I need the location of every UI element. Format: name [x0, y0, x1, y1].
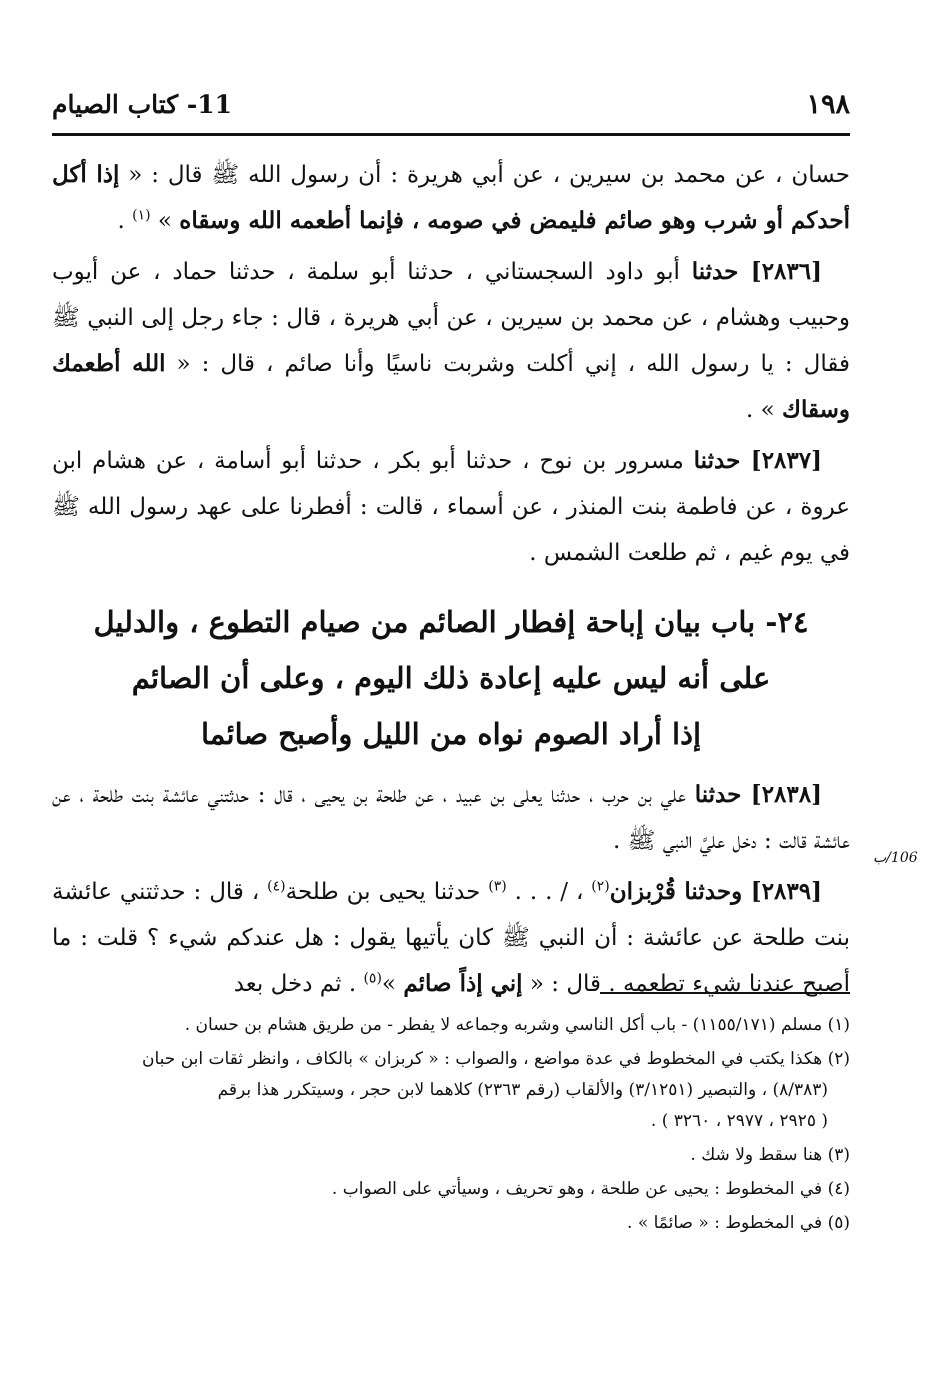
footnote-ref-5: (٥)	[363, 970, 382, 987]
footnote-5: (٥) في المخطوط : « صائمًا » .	[627, 1213, 850, 1233]
text-run: مسرور بن نوح ، حدثنا أبو بكر ، حدثنا أبو أسامة ، عن هشام ابن عروة ، عن فاطمة بنت المنذر ، عن أسماء ، قالت : أفطرنا على عهد رسول الله ﷺ في يوم غيم ، ثم طلعت الشمس .	[52, 448, 850, 566]
paragraph-continuation	[52, 152, 850, 244]
running-header	[52, 88, 850, 128]
running-title: 11- كتاب الصيام	[52, 90, 233, 119]
footnotes	[52, 1010, 850, 1242]
header-rule	[52, 133, 850, 136]
footnote-ref-4: (٤)	[267, 878, 286, 895]
hadith-2836	[52, 249, 850, 433]
hadith-number: [٢٨٣٧]	[740, 447, 822, 474]
text-run: . ثم دخل بعد	[233, 971, 364, 997]
text-run: علي بن حرب ، حدثنا يعلى بن عبيد ، عن طلحة بن يحيى ، قال : حدثتني عائشة بنت طلحة ، عن عائشة قالت : دخل عليَّ النبي ﷺ .	[52, 782, 850, 854]
footnote-ref-2: (٢)	[591, 878, 610, 895]
isnad-keyword: حدثنا	[693, 447, 741, 474]
footnote-ref-1: (١)	[132, 207, 151, 224]
footnote-2-line: (٢) هكذا يكتب في المخطوط في عدة مواضع ، والصواب : « كربزان » بالكاف ، وانظر ثقات ابن حبان	[142, 1049, 850, 1069]
hadith-number: [٢٨٣٦]	[738, 258, 823, 285]
chapter-heading	[52, 594, 850, 762]
text-run: »	[381, 971, 404, 997]
text-run: ، قال : حدثتني عائشة بنت طلحة عن عائشة : أن النبي ﷺ كان يأتيها يقول : هل عندكم شيء ؟ قلت : ما أصبح عندنا شيء تطعمه . قال : «	[52, 879, 850, 997]
footnote-3: (٣) هنا سقط ولا شك .	[690, 1145, 850, 1165]
hadith-2837	[52, 438, 850, 576]
body-text	[52, 152, 850, 1012]
hadith-2839	[52, 869, 850, 1007]
footnote-2-line: ( ٢٩٢٥ ، ٢٩٧٧ ، ٣٢٦٠ ) .	[650, 1111, 828, 1131]
hadith-2838	[52, 772, 850, 864]
page-number: ١٩٨	[806, 89, 850, 120]
footnote-2	[52, 1044, 850, 1137]
text-run: أبو داود السجستاني ، حدثنا أبو سلمة ، حدثنا حماد ، عن أيوب وحبيب وهشام ، عن محمد بن سيرين ، عن أبي هريرة ، قال : جاء رجل إلى النبي ﷺ فقال : يا رسول الله ، إني أكلت وشربت ناسيًا وأنا صائم ، قال : «	[52, 259, 851, 377]
hadith-number: [٢٨٣٩]	[742, 878, 822, 905]
isnad-keyword: حدثنا	[694, 781, 742, 808]
footnote-2-line: (٨/٣٨٣) ، والتبصير (٣/١٢٥١) والألقاب (رقم ٢٣٦٣) كلاهما لابن حجر ، وسيتكرر هذا برقم	[217, 1080, 828, 1100]
text-run: » .	[746, 397, 783, 423]
footnote-rule	[600, 992, 850, 994]
text-run: .	[117, 208, 133, 234]
chapter-heading-line: إذا أراد الصوم نواه من الليل وأصبح صائما	[200, 717, 702, 751]
footnote-ref-3: (٣)	[488, 878, 507, 895]
footnote-4: (٤) في المخطوط : يحيى عن طلحة ، وهو تحريف ، وسيأتي على الصواب .	[331, 1179, 850, 1199]
hadith-text-bold: إذا أكل أحدكم أو شرب وهو صائم فليمض في صومه ، فإنما أطعمه الله وسقاه	[52, 161, 850, 234]
hadith-number: [٢٨٣٨]	[741, 781, 822, 808]
manuscript-folio-note: 106/ب	[873, 850, 918, 866]
text-run: حدثنا يحيى بن طلحة	[285, 879, 489, 905]
hadith-text-bold: الله أطعمك وسقاك	[52, 350, 850, 423]
text-run: ، / . . .	[506, 879, 592, 905]
text-run: حسان ، عن محمد بن سيرين ، عن أبي هريرة : أن رسول الله ﷺ قال : «	[119, 162, 850, 188]
chapter-heading-line: ٢٤- باب بيان إباحة إفطار الصائم من صيام التطوع ، والدليل	[93, 605, 809, 639]
text-run: »	[150, 208, 180, 234]
chapter-heading-line: على أنه ليس عليه إعادة ذلك اليوم ، وعلى أن الصائم	[131, 661, 771, 695]
isnad-keyword: وحدثنا قُرْبزان	[609, 878, 743, 905]
footnote-1: (١) مسلم (١١٥٥/١٧١) - باب أكل الناسي وشربه وجماعه لا يفطر - من طريق هشام بن حسان .	[184, 1015, 850, 1035]
hadith-text-bold: إني إذاً صائم	[403, 970, 523, 997]
isnad-keyword: حدثنا	[691, 258, 739, 285]
